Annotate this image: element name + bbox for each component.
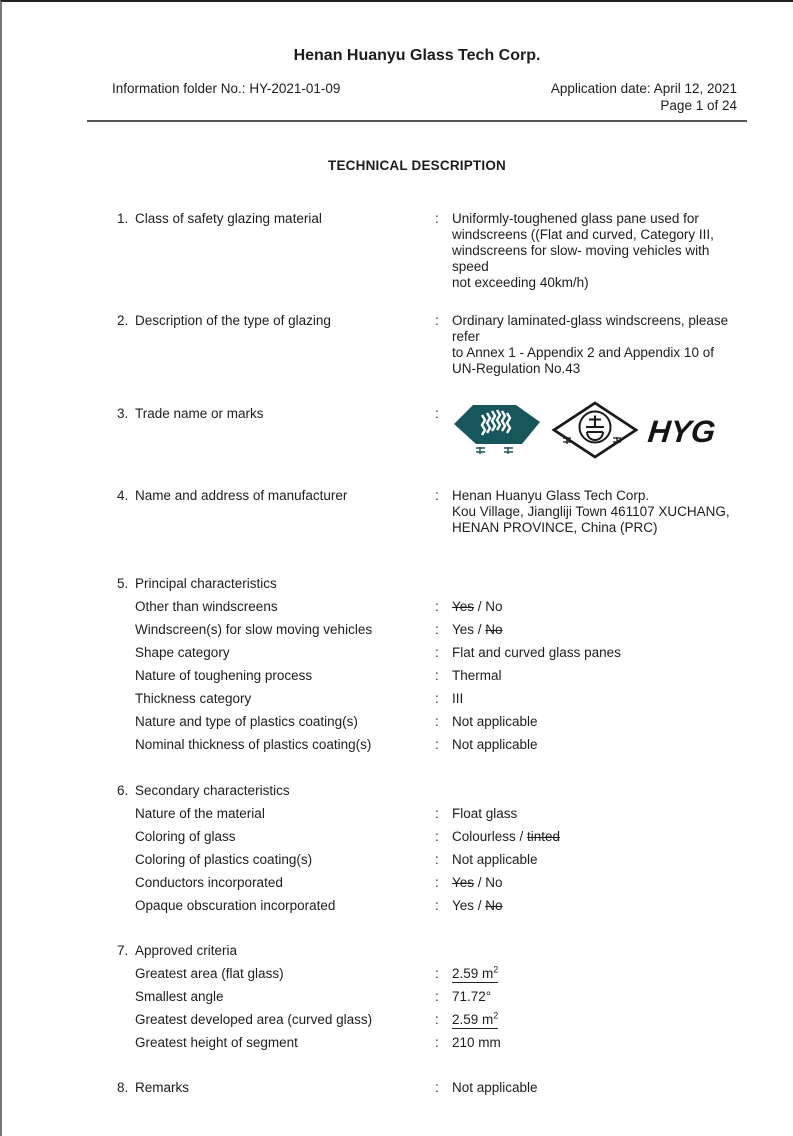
item-number: 1. [117,211,129,226]
value-line: not exceeding 40km/h) [452,275,589,290]
colon: : [435,622,439,637]
item-label: Class of safety glazing material [135,211,322,226]
colon: : [435,966,439,981]
item-number: 6. [117,783,129,798]
item-label: Name and address of manufacturer [135,488,348,503]
colon: : [435,806,439,821]
item-value [452,313,747,377]
char-value: III [452,691,464,706]
diamond-seal-logo-icon [551,400,639,464]
colon: : [435,691,439,706]
page-content [2,2,793,1136]
item-label: Secondary characteristics [135,783,290,798]
page-number-row [87,98,747,114]
colon: : [435,488,439,503]
value-line: UN-Regulation No.43 [452,361,581,376]
char-value: Not applicable [452,737,538,752]
char-label: Greatest developed area (curved glass) [135,1012,373,1027]
item-label: Approved criteria [135,943,238,958]
char-label: Coloring of plastics coating(s) [135,852,313,867]
item-8 [87,1080,747,1096]
char-label: Greatest area (flat glass) [135,966,284,981]
item-3 [87,406,747,464]
char-row [87,645,747,661]
char-row [87,622,747,638]
item-value: Not applicable [452,1080,538,1095]
colon: : [435,1012,439,1027]
item-value [452,488,747,536]
char-value: Float glass [452,806,518,821]
char-value: Flat and curved glass panes [452,645,621,660]
application-date: Application date: April 12, 2021 [550,81,737,96]
char-label: Coloring of glass [135,829,236,844]
page-number: Page 1 of 24 [660,98,737,113]
value-line: Henan Huanyu Glass Tech Corp. [452,488,650,503]
char-value: Yes / No [452,898,503,913]
item-number: 7. [117,943,129,958]
char-label: Nature of the material [135,806,265,821]
header-row [87,81,747,97]
colon: : [435,852,439,867]
colon: : [435,737,439,752]
char-value: 71.72° [452,989,492,1004]
char-label: Nominal thickness of plastics coating(s) [135,737,372,752]
char-value: Not applicable [452,852,538,867]
char-label: Thickness category [135,691,252,706]
char-label: Opaque obscuration incorporated [135,898,336,913]
doc-title: TECHNICAL DESCRIPTION [328,158,506,173]
colon: : [435,829,439,844]
item-5 [87,576,747,753]
colon: : [435,1035,439,1050]
info-folder-number: Information folder No.: HY-2021-01-09 [112,81,341,96]
char-label: Other than windscreens [135,599,278,614]
char-row [87,1012,747,1028]
colon: : [435,989,439,1004]
hexagon-wave-logo-icon [452,402,542,462]
char-label: Windscreen(s) for slow moving vehicles [135,622,373,637]
char-value: Thermal [452,668,502,683]
char-row [87,714,747,730]
underlined-value: 2.59 $m^2$ [452,964,499,981]
char-row [87,1035,747,1051]
char-row [87,829,747,845]
colon: : [435,211,439,226]
value-line: Kou Village, Jiangliji Town 461107 XUCHANG, [452,504,730,519]
char-row [87,875,747,891]
char-value: Colourless / tinted [452,829,561,844]
char-value: Yes / No [452,622,503,637]
char-value: 210 mm [452,1035,501,1050]
char-row [87,691,747,707]
item-number: 4. [117,488,129,503]
char-row [87,898,747,914]
char-value: Yes / No [452,875,503,890]
item-1 [87,211,747,291]
item-label: Principal characteristics [135,576,277,591]
item-2 [87,313,747,377]
value-line: Uniformly-toughened glass pane used for [452,211,699,226]
item-6 [87,783,747,914]
superscript: 2 [493,1010,499,1021]
value-line: windscreens ((Flat and curved, Category III, [452,227,714,242]
char-label: Conductors incorporated [135,875,283,890]
struck-text: Yes [452,875,475,890]
char-label: Smallest angle [135,989,224,1004]
item-label: Remarks [135,1080,190,1095]
item-number: 8. [117,1080,129,1095]
item-number: 2. [117,313,129,328]
item-label: Description of the type of glazing [135,313,331,328]
colon: : [435,898,439,913]
struck-text: Yes [452,599,475,614]
char-row [87,989,747,1005]
char-value [452,1012,747,1028]
colon: : [435,599,439,614]
char-row [87,668,747,684]
value-line: windscreens for slow- moving vehicles with speed [452,243,710,274]
colon: : [435,714,439,729]
item-4 [87,488,747,536]
trademark-logos [452,406,747,464]
value-line: to Annex 1 - Appendix 2 and Appendix 10 of [452,345,714,360]
colon: : [435,668,439,683]
item-7 [87,943,747,1051]
char-label: Nature and type of plastics coating(s) [135,714,358,729]
item-number: 5. [117,576,129,591]
value-line: HENAN PROVINCE, China (PRC) [452,520,658,535]
hyg-wordmark-logo: HYG [646,414,718,449]
char-row [87,966,747,982]
char-row [87,806,747,822]
struck-text: No [485,622,503,637]
char-label: Shape category [135,645,230,660]
char-row [87,852,747,868]
colon: : [435,313,439,328]
char-label: Nature of toughening process [135,668,313,683]
value-line: Ordinary laminated-glass windscreens, please refer [452,313,729,344]
colon: : [435,875,439,890]
header-rule [87,120,747,122]
char-row [87,737,747,753]
struck-text: tinted [527,829,561,844]
char-row [87,599,747,615]
company-title: Henan Huanyu Glass Tech Corp. [293,47,541,64]
colon: : [435,406,439,421]
colon: : [435,1080,439,1095]
char-value: Yes / No [452,599,503,614]
colon: : [435,645,439,660]
struck-text: No [485,898,503,913]
superscript: 2 [493,964,499,975]
item-number: 3. [117,406,129,421]
item-value [452,211,747,291]
char-label: Greatest height of segment [135,1035,298,1050]
item-label: Trade name or marks [135,406,264,421]
underlined-value: 2.59 $m^2$ [452,1010,499,1027]
char-value [452,966,747,982]
char-value: Not applicable [452,714,538,729]
